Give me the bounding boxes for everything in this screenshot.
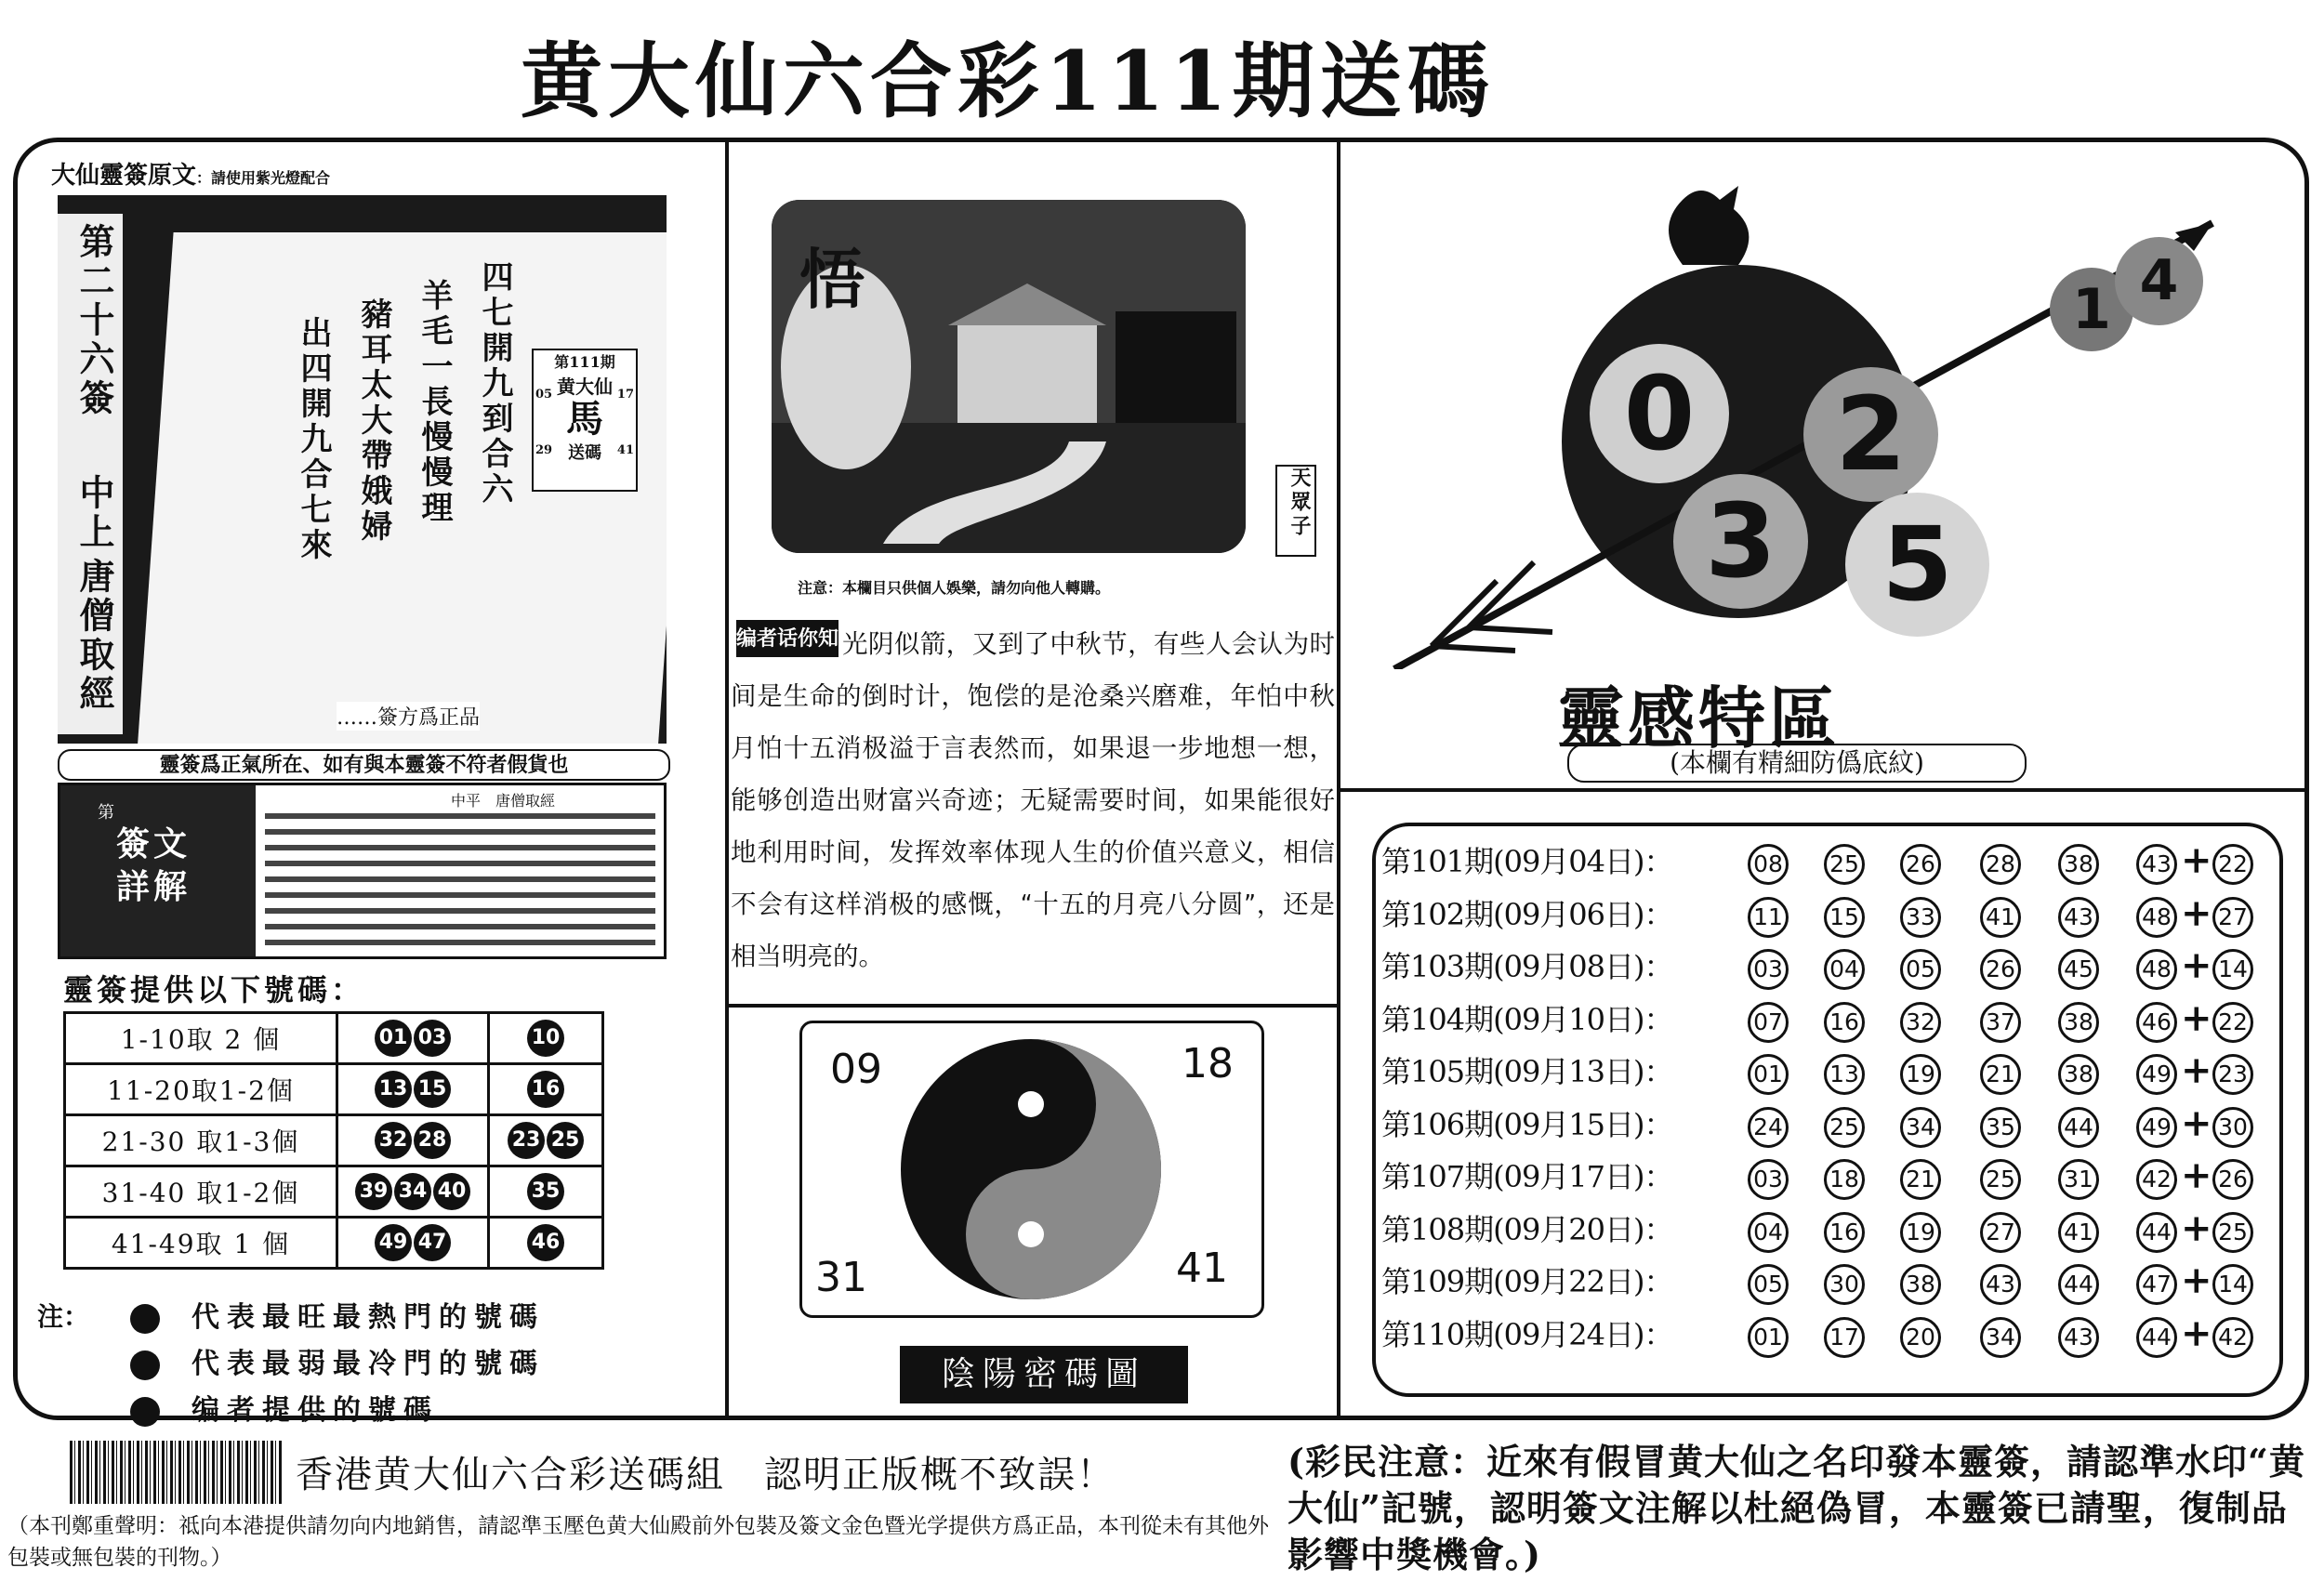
history-number: 13: [1824, 1054, 1865, 1095]
history-number: 43: [2058, 1317, 2099, 1358]
history-number: 44: [2136, 1317, 2177, 1358]
range-label: 31-40 取1-2個: [65, 1166, 337, 1218]
history-number: 31: [2058, 1159, 2099, 1200]
history-special-number: 27: [2212, 897, 2253, 938]
plus-icon: +: [2181, 890, 2212, 935]
divider-1: [725, 141, 729, 1416]
history-label: [1381, 1101, 1673, 1144]
footer-disclaimer: （本刊鄭重聲明：祗向本港提供請勿向内地銷售，請認準玉壓色黄大仙殿前外包裝及簽文金色暨光学提供方爲正品，本刊從未有其他外包裝或無包裝的刊物。）: [7, 1514, 1269, 1570]
history-number: 41: [2058, 1212, 2099, 1253]
range-row: [65, 1013, 603, 1064]
history-row: [1381, 1153, 2283, 1206]
history-number: 25: [1824, 844, 1865, 885]
cold-ball: 23: [508, 1122, 545, 1159]
divider-3: [727, 1004, 1337, 1008]
history-number: 44: [2058, 1264, 2099, 1305]
hot-ball: 28: [414, 1122, 451, 1159]
history-number: 26: [1980, 949, 2021, 990]
history-number: 25: [1824, 1107, 1865, 1148]
history-row: [1381, 1101, 2283, 1153]
history-number: 33: [1900, 897, 1941, 938]
yinyang-num-tr: 18: [1182, 1040, 1234, 1087]
artist-tag: 天眾子: [1275, 465, 1316, 557]
sign-story: 唐僧取經: [73, 558, 115, 714]
plus-icon: +: [2181, 1311, 2212, 1355]
cold-numbers: [489, 1064, 603, 1115]
scene-note: 注意：本欄目只供個人娛樂，請勿向他人轉購。: [798, 579, 1111, 597]
yinyang-num-br: 41: [1176, 1245, 1228, 1292]
history-date: (09月17日): [1493, 1159, 1644, 1194]
cold-numbers: [489, 1166, 603, 1218]
legend-cold: 代表最弱最冷門的號碼: [130, 1340, 545, 1381]
hot-ball: 34: [394, 1173, 431, 1210]
history-colon: ：: [1644, 1054, 1673, 1089]
history-row: [1381, 996, 2283, 1048]
history-number: 16: [1824, 1002, 1865, 1043]
plus-icon: +: [2181, 1206, 2212, 1250]
history-number: 08: [1748, 844, 1789, 885]
poem-line-3: 豬耳太大帶娥婦: [355, 297, 392, 545]
stamp-zodiac: 馬: [566, 397, 603, 441]
arrow-ball: 1: [2050, 268, 2133, 351]
history-label: [1381, 891, 1673, 934]
issue-stamp: [532, 349, 638, 492]
history-label: [1381, 1048, 1673, 1091]
history-number: 44: [2136, 1212, 2177, 1253]
plus-icon: +: [2181, 1100, 2212, 1145]
poem-line-4: 出四開九合七來: [295, 316, 332, 563]
history-number: 38: [1900, 1264, 1941, 1305]
history-special-number: 14: [2212, 949, 2253, 990]
signature-bottom-note: ……簽方爲正品: [337, 702, 480, 731]
hot-numbers: [337, 1115, 489, 1166]
history-number: 21: [1900, 1159, 1941, 1200]
history-number: 03: [1748, 1159, 1789, 1200]
yinyang-caption: 陰陽密碼圖: [900, 1346, 1188, 1403]
footer-warning: (彩民注意：近來有假冒黄大仙之名印發本靈簽，請認準水印“黄大仙”記號，認明簽文注解以杜絕偽冒，本靈簽已請聖，復制品影響中獎機會。): [1287, 1441, 2305, 1575]
range-row: [65, 1115, 603, 1166]
cold-numbers: [489, 1115, 603, 1166]
history-number: 32: [1900, 1002, 1941, 1043]
hot-ball: 40: [433, 1173, 470, 1210]
history-number: 05: [1748, 1264, 1789, 1305]
riddle-scene: [772, 200, 1246, 553]
interpretation-image: [60, 785, 256, 956]
hot-numbers: [337, 1013, 489, 1064]
history-number: 38: [2058, 1054, 2099, 1095]
history-number: 35: [1980, 1107, 2021, 1148]
inspiration-ball: 0: [1590, 344, 1729, 483]
history-number: 05: [1900, 949, 1941, 990]
history-date: (09月13日): [1493, 1054, 1644, 1089]
history-number: 07: [1748, 1002, 1789, 1043]
history-number: 26: [1900, 844, 1941, 885]
history-row: [1381, 1048, 2283, 1100]
interp-text-lines: [265, 813, 655, 955]
signature-notice: 靈簽爲正氣所在、如有與本靈簽不符者假貨也: [58, 749, 670, 781]
editor-label: 编者话你知: [736, 620, 838, 657]
scene-label: 悟: [799, 241, 865, 318]
history-number: 49: [2136, 1107, 2177, 1148]
history-colon: ：: [1644, 949, 1673, 984]
history-period: 第108期: [1381, 1211, 1494, 1247]
history-special-number: 26: [2212, 1159, 2253, 1200]
hot-ball: 32: [375, 1122, 412, 1159]
range-row: [65, 1064, 603, 1115]
range-row: [65, 1218, 603, 1269]
history-label: [1381, 838, 1673, 881]
inspiration-ball: 2: [1803, 367, 1938, 502]
range-label: 11-20取1-2個: [65, 1064, 337, 1115]
history-number: 28: [1980, 844, 2021, 885]
yinyang-box: [799, 1021, 1264, 1318]
poem-line-2: 羊毛一長慢慢理: [416, 279, 453, 526]
history-number: 37: [1980, 1002, 2021, 1043]
hot-ball: 39: [355, 1173, 392, 1210]
stamp-num: 17: [616, 388, 634, 402]
history-label: [1381, 1153, 1673, 1196]
history-date: (09月08日): [1493, 949, 1644, 984]
cold-ball: 25: [547, 1122, 584, 1159]
hot-dot-icon: [130, 1304, 160, 1334]
history-label: [1381, 943, 1673, 986]
editor-text: 光阴似箭，又到了中秋节，有些人会认为时间是生命的倒时计，饱偿的是沧桑兴磨难，年怕中秋月怕十五消极溢于言表然而，如果退一步地想一想，能够创造出财富兴奇迹；无疑需要时间，如果能很好地利用时间，发挥效率体现人生的价值兴意义，相信不会有这样消极的感慨，“十五的月亮八分圆”，还是相当明亮的。: [731, 629, 1335, 971]
hot-ball: 15: [414, 1071, 451, 1108]
history-number: 38: [2058, 844, 2099, 885]
cold-ball: 46: [527, 1224, 564, 1261]
history-number: 11: [1748, 897, 1789, 938]
history-number: 48: [2136, 897, 2177, 938]
history-number: 41: [1980, 897, 2021, 938]
stamp-num: 29: [535, 443, 553, 457]
history-number: 24: [1748, 1107, 1789, 1148]
hot-numbers: [337, 1166, 489, 1218]
inspiration-ball: 3: [1673, 474, 1808, 609]
hot-ball: 47: [414, 1224, 451, 1261]
history-colon: ：: [1644, 1001, 1673, 1037]
stamp-num: 05: [535, 388, 553, 402]
history-date: (09月15日): [1493, 1106, 1644, 1142]
history-number: 01: [1748, 1054, 1789, 1095]
legend-editor: 编者提供的號碼: [130, 1387, 439, 1428]
history-number: 43: [2058, 897, 2099, 938]
yinyang-icon: [891, 1034, 1170, 1304]
divider-4: [1339, 788, 2305, 792]
history-special-number: 25: [2212, 1212, 2253, 1253]
sign-number: 第二十六簽: [73, 223, 115, 418]
history-label: [1381, 1258, 1673, 1301]
history-number: 38: [2058, 1002, 2099, 1043]
plus-icon: +: [2181, 1258, 2212, 1302]
yinyang-num-tl: 09: [830, 1046, 882, 1093]
history-number: 16: [1824, 1212, 1865, 1253]
history-period: 第107期: [1381, 1159, 1494, 1194]
history-number: 43: [1980, 1264, 2021, 1305]
history-row: [1381, 891, 2283, 943]
interp-head: 中平 唐僧取經: [451, 792, 556, 810]
plus-icon: +: [2181, 1153, 2212, 1197]
stamp-brand: 黄大仙: [557, 375, 613, 398]
history-colon: ：: [1644, 1264, 1673, 1299]
editor-dot-icon: [130, 1397, 160, 1427]
history-number: 30: [1824, 1264, 1865, 1305]
history-colon: ：: [1644, 844, 1673, 879]
history-number: 45: [2058, 949, 2099, 990]
range-table: [63, 1011, 604, 1270]
history-row: [1381, 1258, 2283, 1311]
hot-ball: 03: [414, 1020, 451, 1057]
plus-icon: +: [2181, 1048, 2212, 1092]
history-date: (09月06日): [1493, 896, 1644, 932]
history-period: 第109期: [1381, 1264, 1494, 1299]
history-number: 04: [1748, 1212, 1789, 1253]
history-special-number: 23: [2212, 1054, 2253, 1095]
history-period: 第102期: [1381, 896, 1494, 932]
plus-icon: +: [2181, 943, 2212, 987]
signature-heading: 大仙靈簽原文：請使用紫光燈配合: [51, 162, 331, 190]
page-title: 黄大仙六合彩111期送碼: [521, 33, 1495, 129]
arrow-ball: 4: [2115, 237, 2203, 325]
history-number: 03: [1748, 949, 1789, 990]
history-number: 19: [1900, 1212, 1941, 1253]
barcode: [70, 1441, 284, 1504]
inspiration-ball: 5: [1845, 493, 1989, 637]
cold-numbers: [489, 1013, 603, 1064]
history-number: 04: [1824, 949, 1865, 990]
plus-icon: +: [2181, 995, 2212, 1040]
sign-class: 中上: [73, 474, 115, 552]
hot-ball: 49: [375, 1224, 412, 1261]
history-number: 49: [2136, 1054, 2177, 1095]
history-period: 第110期: [1381, 1316, 1494, 1352]
inspiration-subtitle: (本欄有精細防僞底紋): [1567, 744, 2027, 783]
legend-title: 注：: [37, 1301, 90, 1332]
cold-ball: 10: [527, 1020, 564, 1057]
history-number: 27: [1980, 1212, 2021, 1253]
history-number: 20: [1900, 1317, 1941, 1358]
history-colon: ：: [1644, 1211, 1673, 1247]
interp-badge: 第: [98, 803, 114, 823]
yinyang-num-bl: 31: [815, 1254, 867, 1301]
history-number: 25: [1980, 1159, 2021, 1200]
history-row: [1381, 1206, 2283, 1258]
history-colon: ：: [1644, 1316, 1673, 1352]
hot-numbers: [337, 1064, 489, 1115]
legend-hot: 代表最旺最熱門的號碼: [130, 1294, 545, 1335]
inspiration-title: 靈感特區: [1557, 679, 1841, 758]
range-label: 21-30 取1-3個: [65, 1115, 337, 1166]
history-special-number: 42: [2212, 1317, 2253, 1358]
interp-title: 簽文詳解: [116, 824, 191, 906]
cold-dot-icon: [130, 1350, 160, 1380]
history-number: 34: [1900, 1107, 1941, 1148]
provide-heading: 靈簽提供以下號碼：: [63, 972, 365, 1008]
hot-ball: 13: [375, 1071, 412, 1108]
history-number: 21: [1980, 1054, 2021, 1095]
plus-icon: +: [2181, 838, 2212, 882]
footer-slogan: 香港黄大仙六合彩送碼組 認明正版概不致誤！: [296, 1454, 1116, 1496]
history-colon: ：: [1644, 896, 1673, 932]
history-row: [1381, 1311, 2283, 1364]
history-special-number: 22: [2212, 844, 2253, 885]
history-period: 第105期: [1381, 1054, 1494, 1089]
history-date: (09月10日): [1493, 1001, 1644, 1037]
history-special-number: 22: [2212, 1002, 2253, 1043]
history-date: (09月20日): [1493, 1211, 1644, 1247]
history-number: 43: [2136, 844, 2177, 885]
history-date: (09月04日): [1493, 844, 1644, 879]
history-number: 47: [2136, 1264, 2177, 1305]
history-label: [1381, 1311, 1673, 1354]
history-number: 01: [1748, 1317, 1789, 1358]
history-row: [1381, 838, 2283, 890]
stamp-label: 送碼: [568, 443, 601, 463]
poem-line-1: 四七開九到合六: [476, 260, 513, 507]
history-number: 17: [1824, 1317, 1865, 1358]
hot-numbers: [337, 1218, 489, 1269]
history-colon: ：: [1644, 1106, 1673, 1142]
signature-image: [58, 195, 667, 744]
history-number: 15: [1824, 897, 1865, 938]
history-special-number: 30: [2212, 1107, 2253, 1148]
cold-numbers: [489, 1218, 603, 1269]
history-number: 19: [1900, 1054, 1941, 1095]
history-number: 18: [1824, 1159, 1865, 1200]
cold-ball: 16: [527, 1071, 564, 1108]
history-number: 46: [2136, 1002, 2177, 1043]
history-number: 48: [2136, 949, 2177, 990]
range-label: 1-10取 2 個: [65, 1013, 337, 1064]
cold-ball: 35: [527, 1173, 564, 1210]
stamp-num: 41: [616, 443, 634, 457]
history-colon: ：: [1644, 1159, 1673, 1194]
history-number: 34: [1980, 1317, 2021, 1358]
history-period: 第101期: [1381, 844, 1494, 879]
divider-2: [1337, 141, 1340, 1416]
range-label: 41-49取 1 個: [65, 1218, 337, 1269]
history-label: [1381, 996, 1673, 1039]
hot-ball: 01: [375, 1020, 412, 1057]
history-period: 第104期: [1381, 1001, 1494, 1037]
stamp-issue: 第111期: [554, 353, 615, 371]
history-number: 44: [2058, 1107, 2099, 1148]
history-row: [1381, 943, 2283, 995]
history-label: [1381, 1206, 1673, 1249]
history-date: (09月24日): [1493, 1316, 1644, 1352]
history-special-number: 14: [2212, 1264, 2253, 1305]
history-period: 第103期: [1381, 949, 1494, 984]
history-period: 第106期: [1381, 1106, 1494, 1142]
history-date: (09月22日): [1493, 1264, 1644, 1299]
range-row: [65, 1166, 603, 1218]
interpretation-box: [58, 783, 667, 959]
history-number: 42: [2136, 1159, 2177, 1200]
